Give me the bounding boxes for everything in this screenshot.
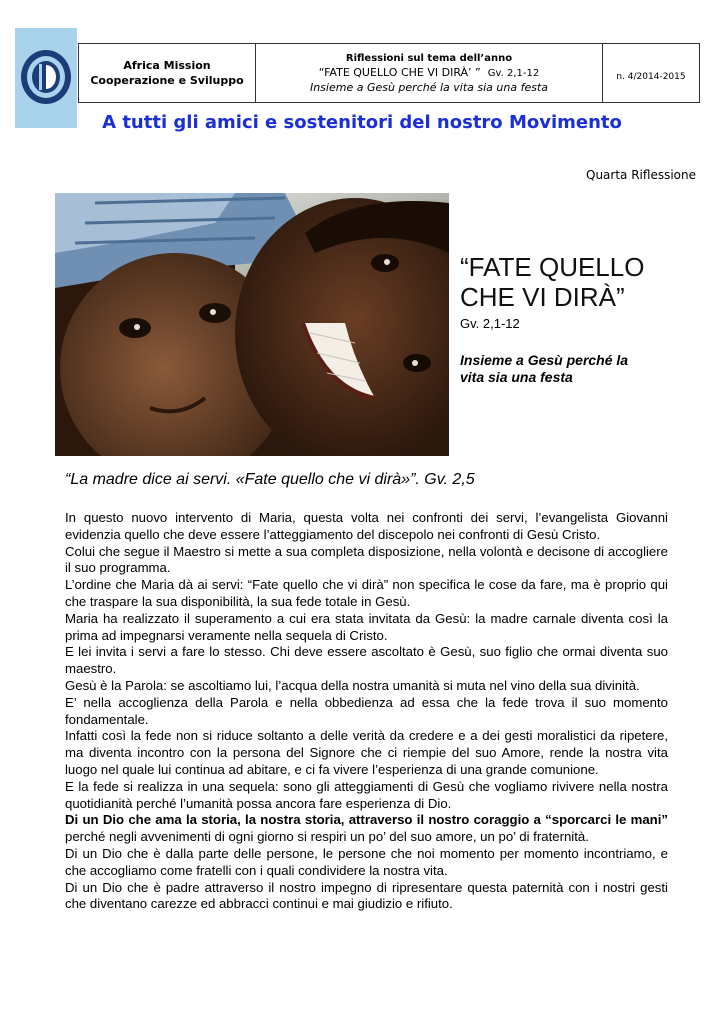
organization-cell xyxy=(79,44,256,102)
body-paragraph: In questo nuovo intervento di Maria, questa volta nei confronti dei servi, l’evangelista Giovanni evidenzia quello che deve essere l’atteggiamento del discepolo nei confronti di Gesù Cristo. xyxy=(65,510,668,542)
body-paragraph: Gesù è la Parola: se ascoltiamo lui, l’acqua della nostra umanità si muta nel vino della sua divinità. xyxy=(65,677,640,693)
feature-subtitle xyxy=(460,352,690,386)
org-subtitle: Cooperazione e Sviluppo xyxy=(90,74,244,87)
body-paragraph: Colui che segue il Maestro si mette a sua completa disposizione, nella volontà e decisone di accogliere il suo programma. xyxy=(65,543,668,576)
feature-title xyxy=(460,252,644,312)
reflection-body xyxy=(65,510,668,913)
emphasis-continuation: perché negli avvenimenti di ogni giorno si respiri un po’ del suo amore, un po’ di fraternità. xyxy=(65,829,589,845)
children-photo xyxy=(55,193,449,456)
body-paragraph: Infatti così la fede non si riduce soltanto a delle verità da credere e a dei gesti moralistici da ripetere, ma diventa incontro con la persona del Signore che ci riempie del suo Amore, rende la nostra vita luogo nel quale lui continua ad abitare, e ci fa vivere l’esperienza di una grande comunione. xyxy=(65,728,668,777)
issue-number: n. 4/2014-2015 xyxy=(616,72,686,82)
body-paragraph: Di un Dio che è dalla parte delle persone, le persone che noi momento per momento incontriamo, e che accogliamo come fratelli con i quali condividere la nostra vita. xyxy=(65,845,668,878)
body-paragraph: E lei invita i servi a fare lo stesso. Chi deve essere ascoltato è Gesù, suo figlio che ormai diventa suo maestro. xyxy=(65,644,668,677)
feature-subtitle-line: Insieme a Gesù perché la xyxy=(460,352,629,368)
greeting-heading: A tutti gli amici e sostenitori del nostro Movimento xyxy=(102,112,622,133)
logo-emblem-icon xyxy=(18,46,74,108)
body-paragraph: E’ nella accoglienza della Parola e nella obbedienza ad essa che la fede trova il suo momento fondamentale. xyxy=(65,694,668,727)
body-paragraph: Di un Dio che è padre attraverso il nostro impegno di ripresentare questa paternità con i nostri gesti che diventano carezze ed abbracci continui e mai giudizio e rifiuto. xyxy=(65,879,668,912)
feature-title-line: “FATE QUELLO xyxy=(460,252,645,282)
feature-reference: Gv. 2,1-12 xyxy=(460,316,520,331)
feature-title-line: CHE VI DIRÀ” xyxy=(460,282,625,312)
body-paragraph: Maria ha realizzato il superamento a cui era stata invitata da Gesù: la madre carnale diventa così la prima ad impegnarsi veramente nella sequela di Cristo. xyxy=(65,610,668,643)
body-paragraph-emphasis xyxy=(65,812,668,846)
org-name: Africa Mission xyxy=(123,59,211,72)
reflection-label: Quarta Riflessione xyxy=(586,168,696,182)
topic-title-row xyxy=(319,66,539,81)
issue-cell xyxy=(603,44,699,102)
document-header xyxy=(78,43,700,103)
body-paragraph: L’ordine che Maria dà ai servi: “Fate quello che vi dirà” non specifica le cose da fare, ma è proprio qui che traspare la sua disponibilità, la sua fede totale in Gesù. xyxy=(65,577,668,609)
topic-title: “FATE QUELLO CHE VI DIRÀ’ ” xyxy=(318,65,481,79)
children-photo-illustration xyxy=(55,193,449,456)
gospel-quote: “La madre dice ai servi. «Fate quello che vi dirà»”. Gv. 2,5 xyxy=(65,471,475,488)
topic-cell xyxy=(256,44,603,102)
topic-motto: Insieme a Gesù perché la vita sia una festa xyxy=(309,80,549,94)
topic-reference: Gv. 2,1-12 xyxy=(487,67,540,79)
emphasis-text: Di un Dio che ama la storia, la nostra storia, attraverso il nostro coraggio a “sporcarci le mani” xyxy=(65,812,668,828)
topic-heading: Riflessioni sul tema dell’anno xyxy=(345,52,513,64)
feature-subtitle-line: vita sia una festa xyxy=(460,369,573,385)
body-paragraph: E la fede si realizza in una sequela: sono gli atteggiamenti di Gesù che vogliamo rivivere nella nostra quotidianità perché l’umanità possa ancora fare esperienza di Dio. xyxy=(65,778,668,811)
